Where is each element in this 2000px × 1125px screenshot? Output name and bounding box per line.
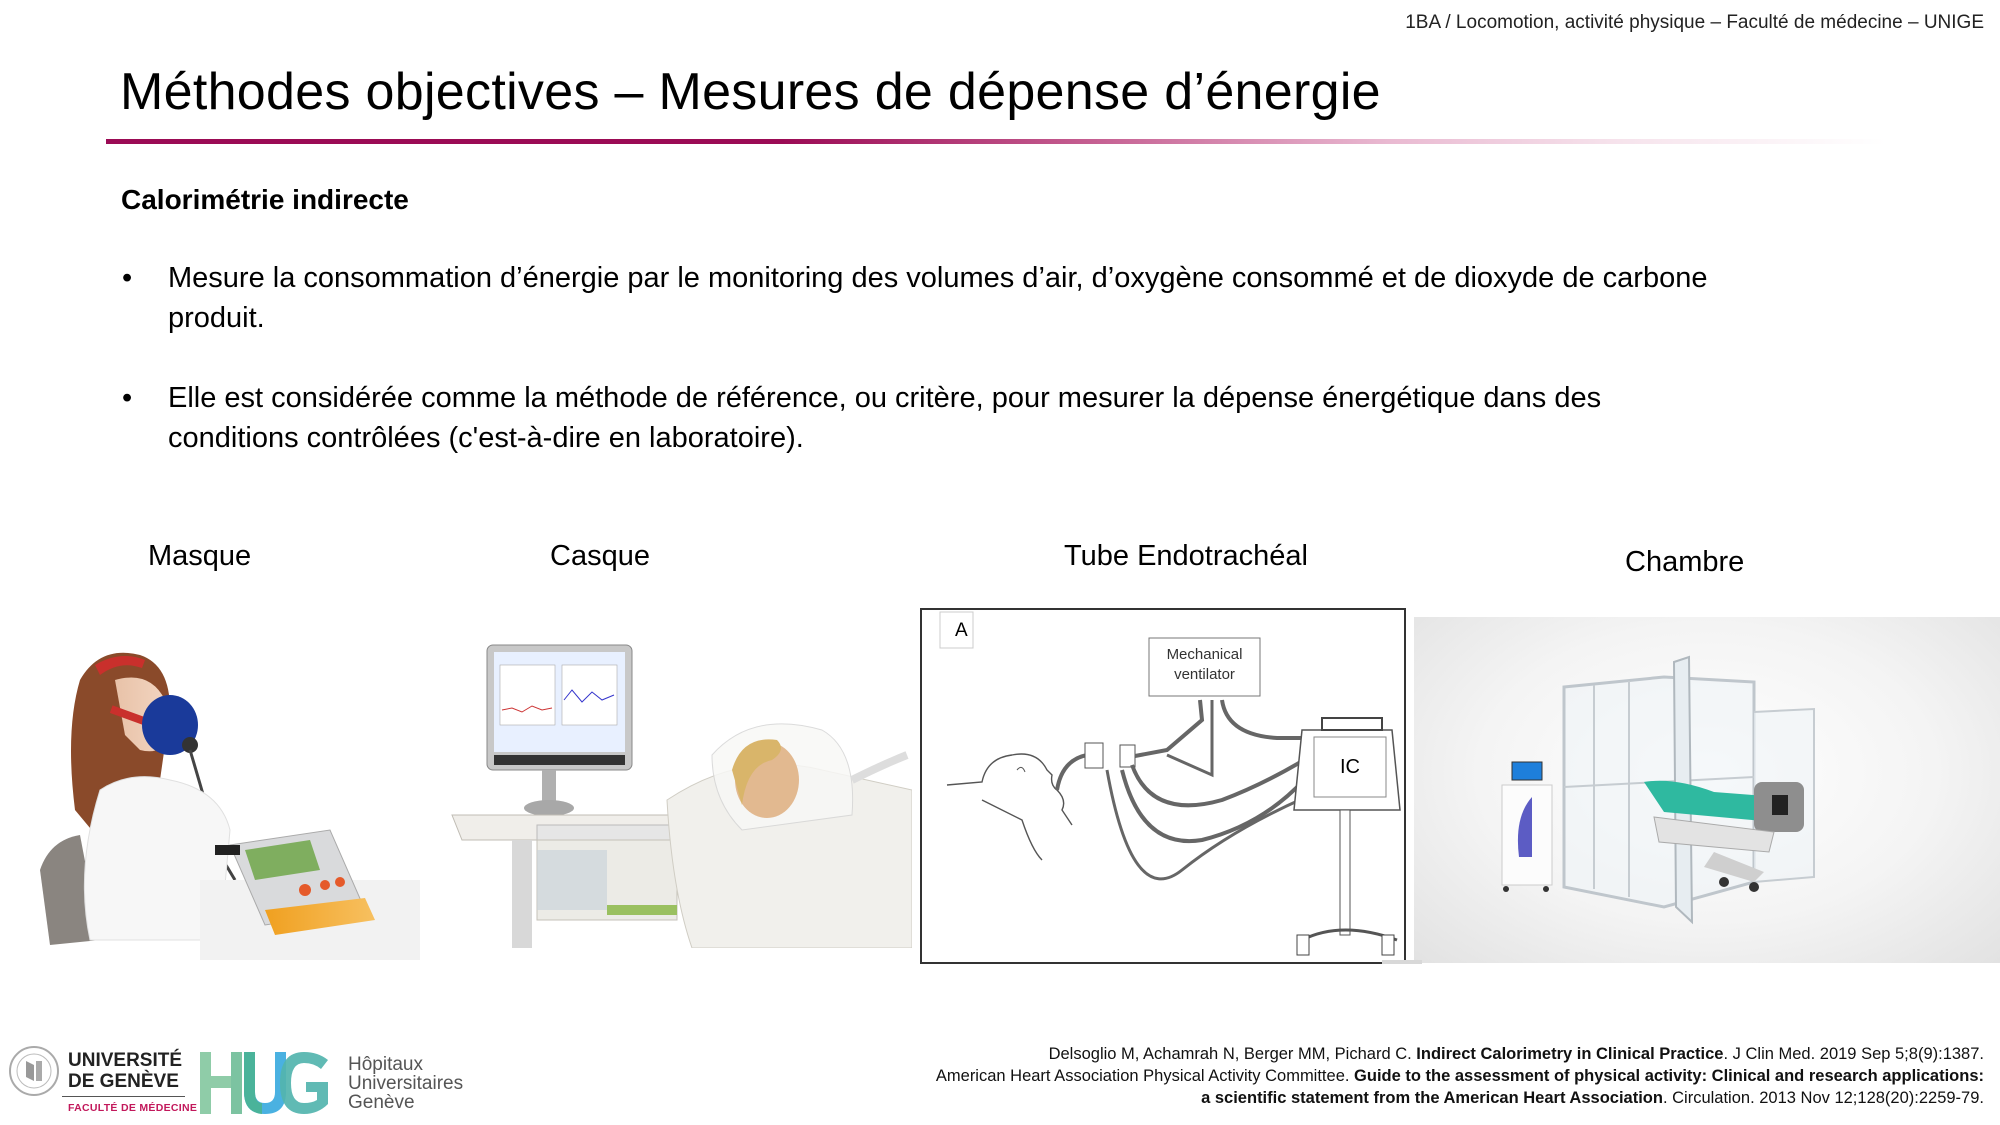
hug-logo [200,1052,330,1114]
unige-divider [62,1096,185,1097]
ventilator-label [1149,645,1260,685]
chambre-illustration [1414,617,2000,963]
slide-title: Méthodes objectives – Mesures de dépense d’énergie [120,63,1381,121]
reference-2-source: . Circulation. 2013 Nov 12;128(20):2259-79. [1662,1089,1984,1107]
reference-2-title-line1: Guide to the assessment of physical activity: Clinical and research applications: [1354,1067,1984,1085]
panel-letter: A [955,620,968,641]
bullet-text-line1: Elle est considérée comme la méthode de référence, ou critère, pour mesurer la dépense énergétique dans des [168,382,1602,414]
references-block [936,1043,1984,1109]
hug-line3: Genève [348,1092,415,1113]
reference-1-title: Indirect Calorimetry in Clinical Practice [1416,1045,1724,1063]
figure-label-casque: Casque [550,540,650,572]
ventilator-label-line2: ventilator [1174,666,1235,683]
bullet-item [118,378,1838,458]
figure-label-chambre: Chambre [1625,546,1745,578]
bullet-glyph: • [122,262,133,294]
casque-photo [442,640,912,948]
masque-illustration [20,640,420,960]
hug-line2: Universitaires [348,1073,464,1094]
bullet-item [118,258,1838,338]
reference-2-title-line2: a scientific statement from the American Heart Association [1201,1089,1663,1107]
course-header: 1BA / Locomotion, activité physique – Faculté de médecine – UNIGE [1405,12,1984,33]
unige-wordmark [68,1050,182,1092]
unige-line1: UNIVERSITÉ [68,1050,183,1071]
bullet-glyph: • [122,382,133,414]
hug-wordmark [348,1055,463,1112]
bullet-text-line2: produit. [168,302,265,334]
masque-photo [20,640,420,960]
reference-1-authors: Delsoglio M, Achamrah N, Berger MM, Pichard C. [1048,1045,1417,1063]
figure-label-masque: Masque [148,540,252,572]
casque-illustration [442,640,912,948]
title-underline-divider [106,139,1886,144]
ic-device-label: IC [1340,756,1360,778]
bullet-text-line1: Mesure la consommation d’énergie par le monitoring des volumes d’air, d’oxygène consommé et de dioxyde de carbone [168,262,1708,294]
hug-logo-icon [200,1052,330,1114]
reference-1 [936,1043,1984,1065]
ventilator-label-line1: Mechanical [1166,646,1243,663]
unige-seal-icon [8,1045,60,1097]
hug-line1: Hôpitaux [348,1054,423,1075]
unige-faculty: FACULTÉ DE MÉDECINE [68,1102,198,1114]
unige-line2: DE GENÈVE [68,1071,179,1092]
reference-1-source: . J Clin Med. 2019 Sep 5;8(9):1387. [1723,1045,1984,1063]
unige-seal-logo [8,1045,60,1097]
endotracheal-diagram [920,608,1406,964]
bullet-text-line2: conditions contrôlées (c'est-à-dire en laboratoire). [168,422,804,454]
reference-2-authors: American Heart Association Physical Activity Committee. [935,1067,1355,1085]
bullet-list [118,258,1838,498]
section-subheading: Calorimétrie indirecte [121,184,409,215]
chambre-photo [1414,617,2000,963]
figure-label-tube: Tube Endotrachéal [1064,540,1308,572]
reference-2 [936,1065,1984,1109]
image-edge-shadow [1382,960,1422,964]
